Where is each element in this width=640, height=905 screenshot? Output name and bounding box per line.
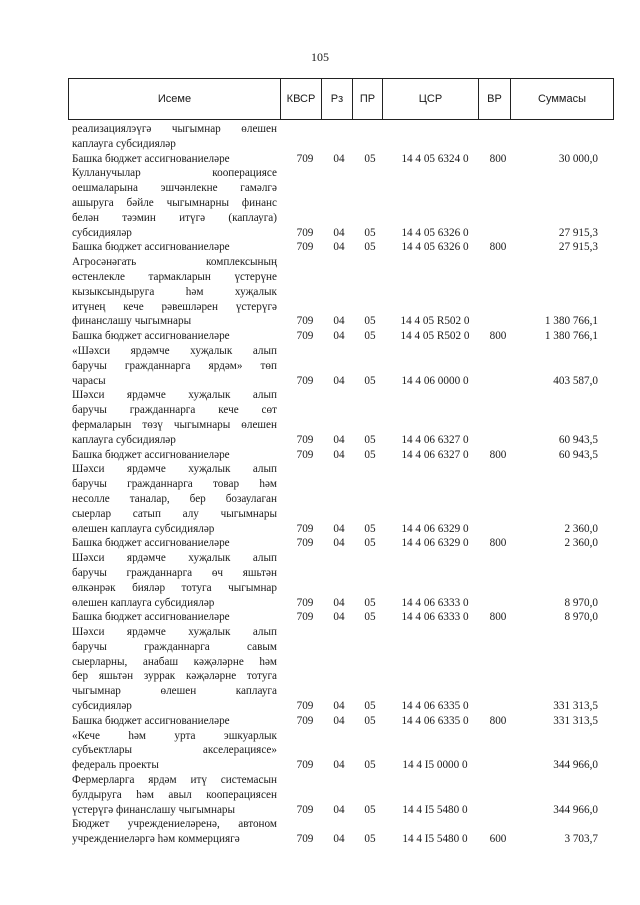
row-name: субсидияләр xyxy=(72,226,132,239)
row-pr: 05 xyxy=(364,152,376,165)
table-row xyxy=(0,196,640,211)
row-name: несолле таналар, бер бозаулаган xyxy=(72,492,277,505)
row-rz: 04 xyxy=(333,714,345,727)
header-name: Исеме xyxy=(69,79,281,119)
row-name: сыерлар сатып алу чыгымнары xyxy=(72,507,277,520)
row-rz: 04 xyxy=(333,611,345,624)
row-kvsr: 709 xyxy=(296,714,314,727)
row-csr: 14 4 I5 0000 0 xyxy=(402,759,468,772)
table-row xyxy=(0,758,640,773)
row-pr: 05 xyxy=(364,330,376,343)
table-row xyxy=(0,181,640,196)
row-kvsr: 709 xyxy=(296,433,314,446)
table-row xyxy=(0,832,640,847)
row-rz: 04 xyxy=(333,433,345,446)
table-row xyxy=(0,788,640,803)
header-csr: ЦСР xyxy=(383,79,479,119)
row-pr: 05 xyxy=(364,448,376,461)
row-sum: 331 313,5 xyxy=(553,700,598,713)
row-name: өлешен каплауга субсидияләр xyxy=(72,596,215,609)
table-row xyxy=(0,492,640,507)
row-name: «Кече һәм урта эшкуарлык xyxy=(72,729,277,742)
row-rz: 04 xyxy=(333,522,345,535)
row-pr: 05 xyxy=(364,700,376,713)
row-csr: 14 4 06 6327 0 xyxy=(401,448,469,461)
row-kvsr: 709 xyxy=(296,374,314,387)
table-row xyxy=(0,610,640,625)
table-row xyxy=(0,773,640,788)
table-row xyxy=(0,359,640,374)
row-name: баручы гражданнарга кече сөт xyxy=(72,404,277,417)
row-name: «Шәхси ярдәмче хуҗалык алып xyxy=(72,344,277,357)
table-row xyxy=(0,714,640,729)
row-name: учреждениеләргә һәм коммерциягә xyxy=(72,833,240,846)
row-rz: 04 xyxy=(333,700,345,713)
row-csr: 14 4 06 6335 0 xyxy=(401,714,469,727)
table-row xyxy=(0,314,640,329)
row-vr: 800 xyxy=(489,537,507,550)
row-kvsr: 709 xyxy=(296,315,314,328)
row-name: Башка бюджет ассигнованиеләре xyxy=(72,611,230,624)
row-rz: 04 xyxy=(333,759,345,772)
table-row xyxy=(0,152,640,167)
row-vr: 800 xyxy=(489,714,507,727)
header-vr: ВР xyxy=(479,79,511,119)
row-kvsr: 709 xyxy=(296,330,314,343)
row-pr: 05 xyxy=(364,226,376,239)
table-row xyxy=(0,329,640,344)
table-row xyxy=(0,240,640,255)
row-name: Башка бюджет ассигнованиеләре xyxy=(72,537,230,550)
row-name: баручы гражданнарга өч яшьтән xyxy=(72,566,277,579)
row-csr: 14 4 06 6333 0 xyxy=(401,596,469,609)
row-rz: 04 xyxy=(333,241,345,254)
table-row xyxy=(0,551,640,566)
row-csr: 14 4 06 0000 0 xyxy=(401,374,469,387)
table-row xyxy=(0,566,640,581)
row-kvsr: 709 xyxy=(296,448,314,461)
row-kvsr: 709 xyxy=(296,611,314,624)
table-row xyxy=(0,211,640,226)
row-sum: 60 943,5 xyxy=(558,448,598,461)
row-name: чыгымнар өлешен каплауга xyxy=(72,685,277,698)
table-row xyxy=(0,137,640,152)
header-kvsr: КВСР xyxy=(281,79,322,119)
table-row xyxy=(0,655,640,670)
row-name: Башка бюджет ассигнованиеләре xyxy=(72,330,230,343)
row-pr: 05 xyxy=(364,241,376,254)
row-kvsr: 709 xyxy=(296,759,314,772)
table-row xyxy=(0,403,640,418)
row-sum: 60 943,5 xyxy=(558,433,598,446)
table-row xyxy=(0,433,640,448)
row-name: Фермерларга ярдәм итү системасын xyxy=(72,774,277,787)
row-name: Агросәнәгать комплексының xyxy=(72,256,277,269)
row-pr: 05 xyxy=(364,537,376,550)
row-pr: 05 xyxy=(364,714,376,727)
table-header xyxy=(68,78,614,120)
row-sum: 27 915,3 xyxy=(558,226,598,239)
row-rz: 04 xyxy=(333,330,345,343)
header-pr: ПР xyxy=(353,79,383,119)
row-pr: 05 xyxy=(364,759,376,772)
row-name: каплауга субсидияләр xyxy=(72,137,176,150)
row-rz: 04 xyxy=(333,803,345,816)
table-row xyxy=(0,255,640,270)
table-row xyxy=(0,669,640,684)
table-row xyxy=(0,462,640,477)
row-name: фермаларын төзү чыгымнары өлешен xyxy=(72,418,277,431)
row-pr: 05 xyxy=(364,374,376,387)
row-sum: 2 360,0 xyxy=(564,522,598,535)
row-name: булдыруга һәм авыл кооперациясен xyxy=(72,788,277,801)
table-row xyxy=(0,418,640,433)
row-name: Башка бюджет ассигнованиеләре xyxy=(72,714,230,727)
row-rz: 04 xyxy=(333,833,345,846)
row-csr: 14 4 I5 5480 0 xyxy=(402,803,468,816)
row-csr: 14 4 05 6324 0 xyxy=(401,152,469,165)
table-row xyxy=(0,522,640,537)
row-sum: 8 970,0 xyxy=(564,596,598,609)
row-rz: 04 xyxy=(333,537,345,550)
row-sum: 344 966,0 xyxy=(553,803,598,816)
row-csr: 14 4 I5 5480 0 xyxy=(402,833,468,846)
row-name: субсидияләр xyxy=(72,700,132,713)
row-rz: 04 xyxy=(333,374,345,387)
row-name: Шәхси ярдәмче хуҗалык алып xyxy=(72,463,277,476)
row-sum: 2 360,0 xyxy=(564,537,598,550)
row-kvsr: 709 xyxy=(296,833,314,846)
row-csr: 14 4 06 6329 0 xyxy=(401,537,469,550)
row-name: финанслашу чыгымнары xyxy=(72,315,192,328)
row-name: оешмаларына эшчәнлекне гамәлгә xyxy=(72,182,277,195)
row-name: субъектлары акселерациясе» xyxy=(72,744,277,757)
table-row xyxy=(0,344,640,359)
row-pr: 05 xyxy=(364,433,376,446)
table-row xyxy=(0,374,640,389)
row-pr: 05 xyxy=(364,596,376,609)
row-name: Шәхси ярдәмче хуҗалык алып xyxy=(72,389,277,402)
row-kvsr: 709 xyxy=(296,152,314,165)
row-sum: 1 380 766,1 xyxy=(544,330,598,343)
row-sum: 331 313,5 xyxy=(553,714,598,727)
row-rz: 04 xyxy=(333,152,345,165)
row-csr: 14 4 06 6333 0 xyxy=(401,611,469,624)
row-csr: 14 4 06 6327 0 xyxy=(401,433,469,446)
row-name: итүнең кече рәвешләрен үстерүгә xyxy=(72,300,277,313)
row-name: Кулланучылар кооперациясе xyxy=(72,167,277,180)
row-csr: 14 4 05 6326 0 xyxy=(401,241,469,254)
row-name: Шәхси ярдәмче хуҗалык алып xyxy=(72,552,277,565)
row-pr: 05 xyxy=(364,315,376,328)
row-name: үстерүгә финанслашу чыгымнары xyxy=(72,803,236,816)
row-csr: 14 4 06 6335 0 xyxy=(401,700,469,713)
table-row xyxy=(0,507,640,522)
row-rz: 04 xyxy=(333,315,345,328)
row-name: ашыруга бәйле чыгымнарны финанс xyxy=(72,196,277,209)
row-name: өлешен каплауга субсидияләр xyxy=(72,522,215,535)
row-kvsr: 709 xyxy=(296,522,314,535)
page-number: 105 xyxy=(311,50,329,64)
table-row xyxy=(0,699,640,714)
row-vr: 800 xyxy=(489,152,507,165)
row-kvsr: 709 xyxy=(296,537,314,550)
row-name: бер яшьтән зуррак кәҗәләрне тотуга xyxy=(72,670,277,683)
row-name: белән тәэмин итүгә (каплауга) xyxy=(72,211,277,224)
table-row xyxy=(0,270,640,285)
row-vr: 800 xyxy=(489,330,507,343)
row-name: баручы гражданнарга ярдәм» төп xyxy=(72,359,277,372)
row-name: өлкәнрәк бияләр тотуга чыгымнар xyxy=(72,581,277,594)
row-sum: 8 970,0 xyxy=(564,611,598,624)
table-row xyxy=(0,581,640,596)
row-kvsr: 709 xyxy=(296,596,314,609)
row-name: Башка бюджет ассигнованиеләре xyxy=(72,152,230,165)
row-csr: 14 4 05 R502 0 xyxy=(400,330,470,343)
row-name: Шәхси ярдәмче хуҗалык алып xyxy=(72,626,277,639)
row-sum: 27 915,3 xyxy=(558,241,598,254)
row-sum: 30 000,0 xyxy=(558,152,598,165)
row-pr: 05 xyxy=(364,611,376,624)
table-row xyxy=(0,817,640,832)
row-name: Бюджет учреждениеләренә, автоном xyxy=(72,818,277,831)
table-row xyxy=(0,596,640,611)
table-row xyxy=(0,477,640,492)
table-row xyxy=(0,285,640,300)
table-row xyxy=(0,803,640,818)
row-kvsr: 709 xyxy=(296,241,314,254)
row-name: өстенлекле тармакларын үстерүне xyxy=(72,270,277,283)
table-row xyxy=(0,743,640,758)
row-name: реализациялэүгә чыгымнар өлешен xyxy=(72,123,277,135)
table-row xyxy=(0,300,640,315)
header-sum: Суммасы xyxy=(538,93,586,105)
row-vr: 600 xyxy=(489,833,507,846)
table-row xyxy=(0,684,640,699)
row-sum: 1 380 766,1 xyxy=(544,315,598,328)
row-csr: 14 4 06 6329 0 xyxy=(401,522,469,535)
row-sum: 403 587,0 xyxy=(553,374,598,387)
row-vr: 800 xyxy=(489,448,507,461)
row-kvsr: 709 xyxy=(296,226,314,239)
row-pr: 05 xyxy=(364,803,376,816)
row-csr: 14 4 05 6326 0 xyxy=(401,226,469,239)
row-vr: 800 xyxy=(489,241,507,254)
table-row xyxy=(0,729,640,744)
header-rz: Рз xyxy=(322,79,353,119)
row-name: федераль проекты xyxy=(72,759,159,772)
row-sum: 344 966,0 xyxy=(553,759,598,772)
row-name: сыерларны, анабаш кәҗәләрне һәм xyxy=(72,655,277,668)
row-rz: 04 xyxy=(333,226,345,239)
row-pr: 05 xyxy=(364,522,376,535)
row-name: чарасы xyxy=(72,374,106,387)
row-name: Башка бюджет ассигнованиеләре xyxy=(72,241,230,254)
row-name: каплауга субсидияләр xyxy=(72,433,176,446)
row-name: баручы гражданнарга товар һәм xyxy=(72,478,277,491)
row-kvsr: 709 xyxy=(296,803,314,816)
row-csr: 14 4 05 R502 0 xyxy=(400,315,470,328)
table-row xyxy=(0,448,640,463)
row-kvsr: 709 xyxy=(296,700,314,713)
row-name: баручы гражданнарга савым xyxy=(72,640,277,653)
row-sum: 3 703,7 xyxy=(564,833,598,846)
row-rz: 04 xyxy=(333,448,345,461)
table-row xyxy=(0,226,640,241)
row-pr: 05 xyxy=(364,833,376,846)
table-row xyxy=(0,640,640,655)
table-row xyxy=(0,625,640,640)
table-row xyxy=(0,536,640,551)
row-vr: 800 xyxy=(489,611,507,624)
table-row xyxy=(0,388,640,403)
table-row xyxy=(0,166,640,181)
row-name: кызыксындыруга һәм хуҗалык xyxy=(72,285,277,298)
row-name: Башка бюджет ассигнованиеләре xyxy=(72,448,230,461)
table-body xyxy=(0,122,640,847)
row-rz: 04 xyxy=(333,596,345,609)
table-row xyxy=(0,122,640,137)
